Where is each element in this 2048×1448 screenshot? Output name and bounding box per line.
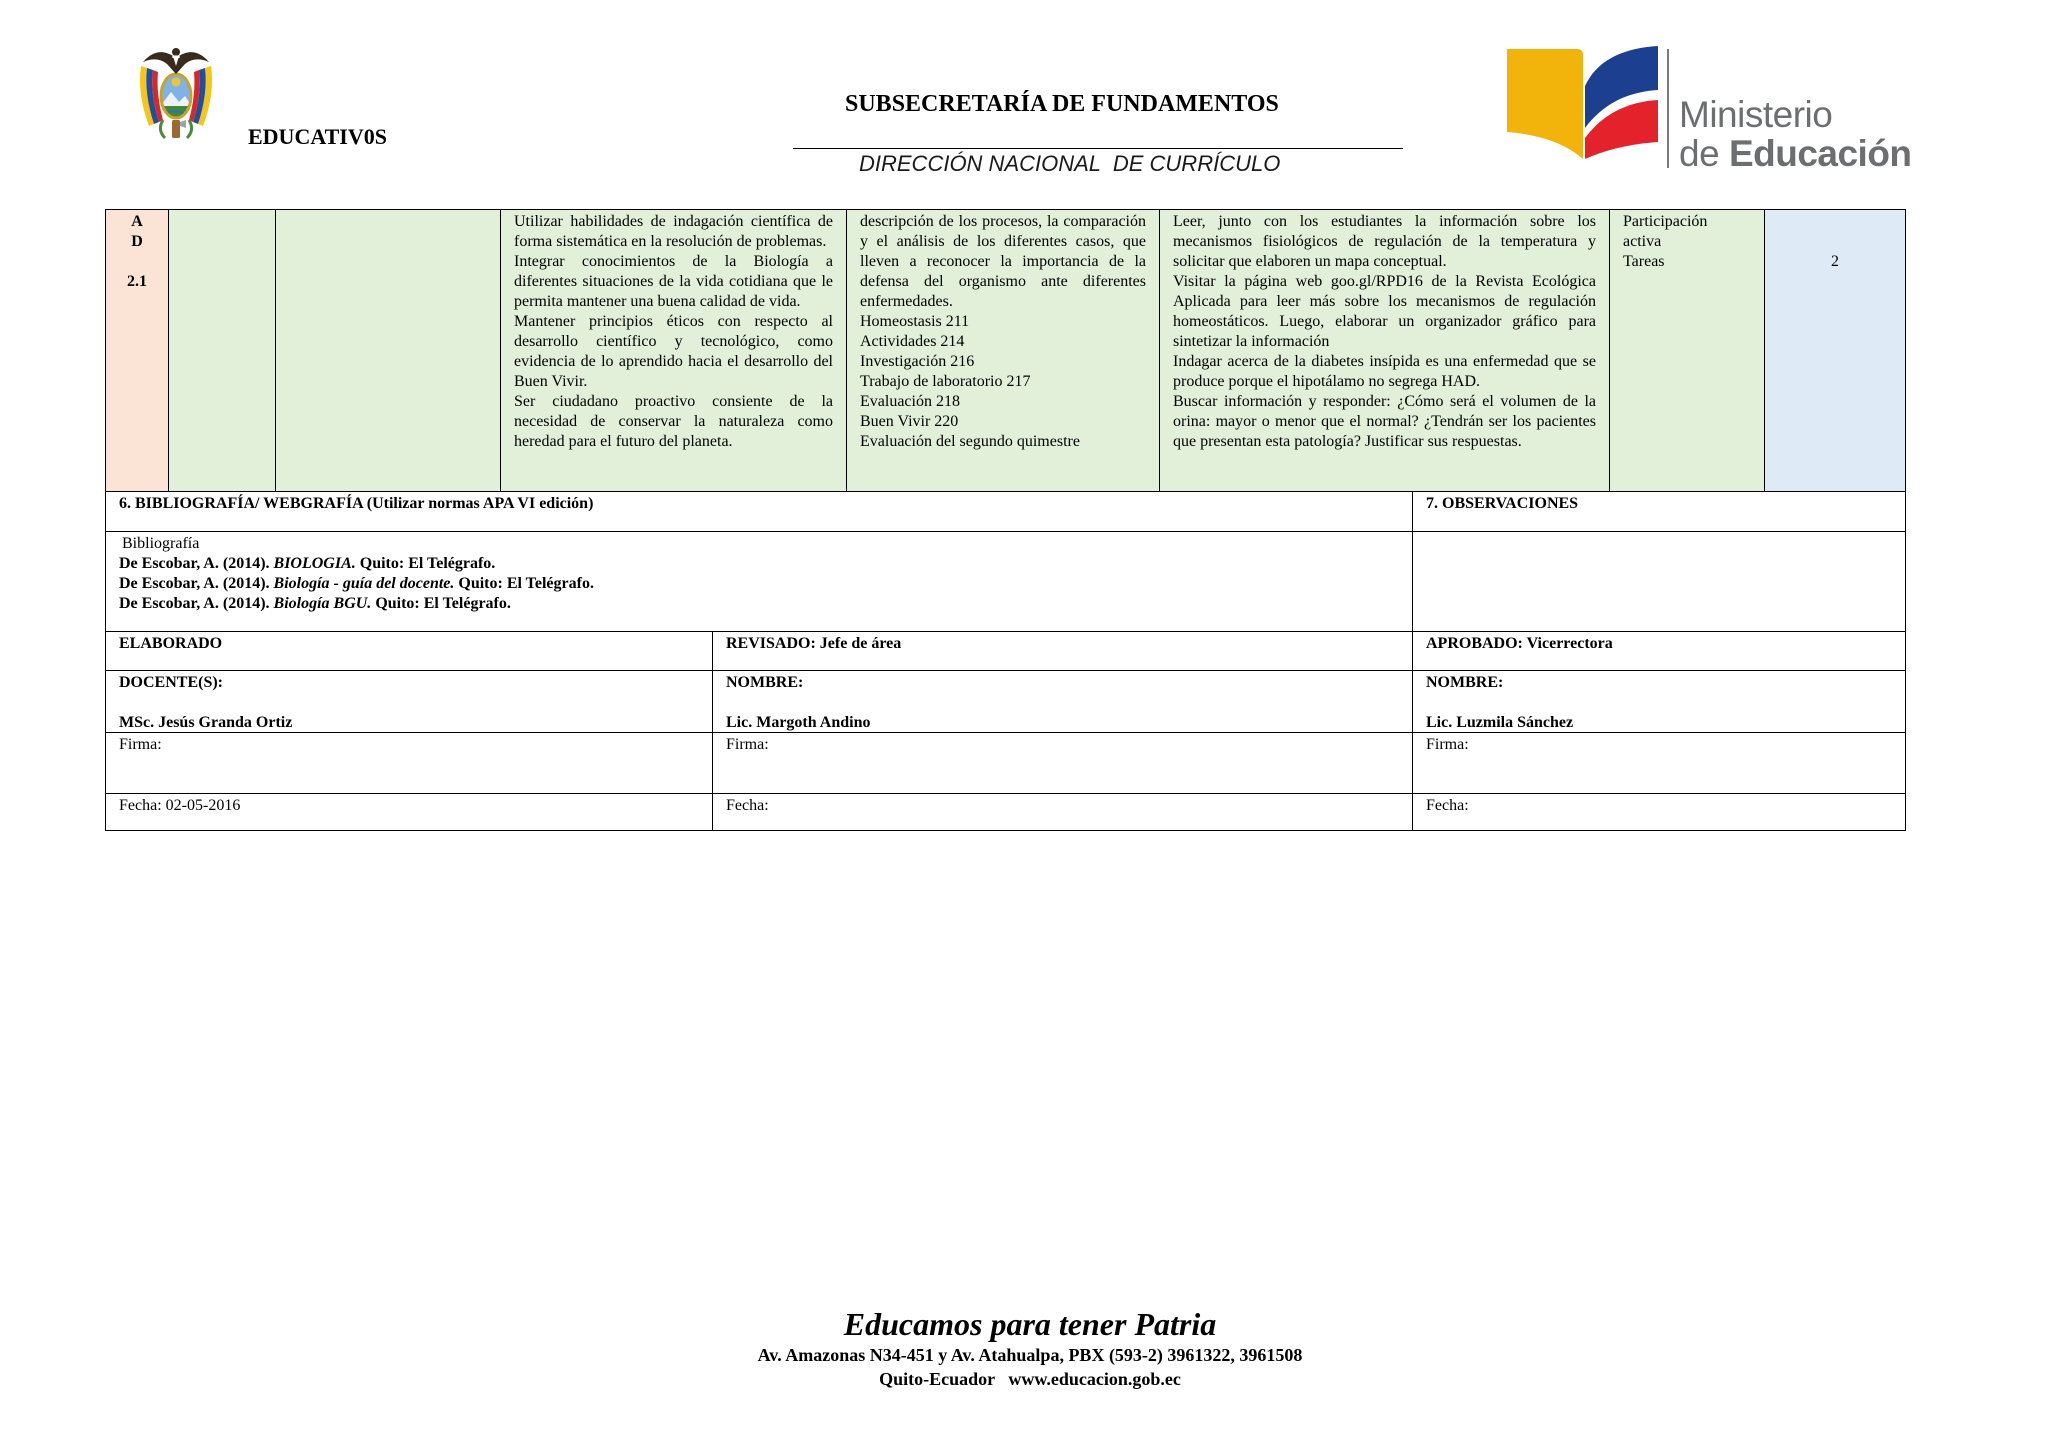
entry-author: De Escobar, A. (2014). [119, 575, 270, 592]
observations-heading: 7. OBSERVACIONES [1426, 495, 1579, 512]
date-elaborado-cell [105, 793, 713, 831]
activity-text: Buscar información y responder: ¿Cómo será el volumen de la orina: mayor o menor que el normal? ¿Tendrán ser los pacientes que presentan esta patología? Justificar sus respuestas. [1173, 393, 1596, 450]
activities-cell [1159, 209, 1610, 492]
signature-label: Firma: [1426, 736, 1469, 753]
role-label: REVISADO: Jefe de área [726, 635, 902, 652]
person-name: Lic. Margoth Andino [726, 714, 871, 731]
spacer [119, 693, 699, 713]
date-label: Fecha: [726, 797, 769, 814]
empty-cell-3 [275, 209, 501, 492]
role-revisado-cell [712, 631, 1413, 671]
signature-revisado-cell [712, 732, 1413, 794]
signature-label: Firma: [119, 736, 162, 753]
evaluation-item: Participación activa [1623, 213, 1708, 250]
bibliography-entry [119, 574, 1399, 594]
bibliography-entry [119, 594, 1399, 614]
ministerio-educacion-logo-icon [1507, 46, 1918, 174]
objective-text: Ser ciudadano proactivo consiente de la necesidad de conservar la naturaleza como heredad para el futuro del planeta. [514, 393, 833, 450]
logo-word-educacion: Educación [1728, 133, 1912, 174]
signature-label: Firma: [726, 736, 769, 753]
objectives-cell [500, 209, 847, 492]
bibliography-label: Bibliografía [122, 535, 200, 552]
empty-cell-2 [168, 209, 276, 492]
objective-text: Utilizar habilidades de indagación científica de forma sistemática en la resolución de problemas. [514, 213, 833, 250]
entry-publisher: Quito: El Telégrafo. [359, 555, 496, 572]
page-subtitle: DIRECCIÓN NACIONAL DE CURRÍCULO [859, 151, 1281, 176]
signature-elaborado-cell [105, 732, 713, 794]
activity-text: Indagar acerca de la diabetes insípida es una enfermedad que se produce porque el hipotálamo no segrega HAD. [1173, 353, 1596, 390]
role-aprobado-cell [1412, 631, 1906, 671]
footer-slogan: Educamos para tener Patria [843, 1306, 1217, 1342]
spacer [1778, 212, 1892, 252]
unit-code-line: A [131, 213, 143, 230]
unit-code-line: D [131, 233, 143, 250]
ecuador-coat-of-arms-icon [135, 42, 217, 142]
bibliography-heading-cell [105, 491, 1413, 532]
name-label: NOMBRE: [1426, 674, 1504, 691]
footer-address: Av. Amazonas N34-451 y Av. Atahualpa, PBX (593-2) 3961322, 3961508 [757, 1345, 1303, 1365]
role-label: APROBADO: Vicerrectora [1426, 635, 1613, 652]
entry-publisher: Quito: El Telégrafo. [458, 575, 594, 592]
content-intro: descripción de los procesos, la comparación y el análisis de los diferentes casos, que lleven a reconocer la importancia de la defensa del organismo ante diferentes enfermedades. [860, 213, 1146, 310]
logo-book-graphic [1507, 46, 1671, 168]
person-name: Lic. Luzmila Sánchez [1426, 714, 1574, 731]
name-aprobado-cell [1412, 670, 1906, 733]
title-underline [793, 148, 1403, 149]
name-label: NOMBRE: [726, 674, 804, 691]
unit-code-number: 2.1 [127, 273, 147, 290]
evaluation-item: Tareas [1623, 253, 1665, 270]
spacer [1426, 693, 1892, 713]
observations-heading-cell [1412, 491, 1906, 532]
content-item: Trabajo de laboratorio 217 [860, 373, 1031, 390]
logo-line-ministerio: Ministerio [1679, 94, 1833, 135]
unit-code-cell [105, 209, 169, 492]
content-item: Homeostasis 211 [860, 313, 970, 330]
entry-title: Biología - guía del docente. [273, 575, 455, 592]
evaluation-cell [1609, 209, 1765, 492]
date-label: Fecha: [119, 797, 162, 814]
spacer [108, 252, 166, 272]
logo-line-educacion [1679, 135, 1912, 172]
page-title: SUBSECRETARÍA DE FUNDAMENTOS [845, 91, 1279, 117]
observations-cell [1412, 531, 1906, 632]
entry-title: BIOLOGIA. [273, 555, 356, 572]
content-cell [846, 209, 1160, 492]
date-aprobado-cell [1412, 793, 1906, 831]
spacer [726, 693, 1399, 713]
entry-author: De Escobar, A. (2014). [119, 595, 270, 612]
role-elaborado-cell [105, 631, 713, 671]
role-label: ELABORADO [119, 635, 223, 652]
content-item: Evaluación 218 [860, 393, 960, 410]
footer-contact: Quito-Ecuador www.educacion.gob.ec [879, 1369, 1181, 1389]
bibliography-entry [119, 554, 1399, 574]
name-elaborado-cell [105, 670, 713, 733]
content-item: Actividades 214 [860, 333, 965, 350]
entry-title: Biología BGU. [273, 595, 372, 612]
logo-word-de: de [1679, 133, 1720, 174]
name-label: DOCENTE(S): [119, 674, 224, 691]
signature-aprobado-cell [1412, 732, 1906, 794]
content-item: Buen Vivir 220 [860, 413, 959, 430]
bibliography-cell [105, 531, 1413, 632]
objective-text: Integrar conocimientos de la Biología a diferentes situaciones de la vida cotidiana que le permita mantener una buena calidad de vida. [514, 253, 833, 310]
date-value: 02-05-2016 [165, 797, 241, 814]
activity-text: Leer, junto con los estudiantes la información sobre los mecanismos fisiológicos de regulación de la temperatura y solicitar que elaboren un mapa conceptual. [1173, 213, 1596, 270]
date-revisado-cell [712, 793, 1413, 831]
content-item: Investigación 216 [860, 353, 975, 370]
content-item: Evaluación del segundo quimestre [860, 433, 1080, 450]
person-name: MSc. Jesús Granda Ortiz [119, 714, 293, 731]
objective-text: Mantener principios éticos con respecto al desarrollo científico y tecnológico, como evidencia de lo aprendido hacia el desarrollo del Buen Vivir. [514, 313, 833, 390]
periods-value: 2 [1831, 253, 1839, 270]
entry-author: De Escobar, A. (2014). [119, 555, 270, 572]
coat-of-arms-graphic [135, 42, 217, 142]
date-label: Fecha: [1426, 797, 1469, 814]
entry-publisher: Quito: El Telégrafo. [375, 595, 511, 612]
name-revisado-cell [712, 670, 1413, 733]
institution-label: EDUCATIV0S [248, 124, 387, 149]
activity-text: Visitar la página web goo.gl/RPD16 de la Revista Ecológica Aplicada para leer más sobre los mecanismos de regulación homeostáticos. Luego, elaborar un organizador gráfico para sintetizar la información [1173, 273, 1596, 350]
bibliography-heading: 6. BIBLIOGRAFÍA/ WEBGRAFÍA (Utilizar normas APA VI edición) [119, 495, 594, 512]
periods-cell [1764, 209, 1906, 492]
